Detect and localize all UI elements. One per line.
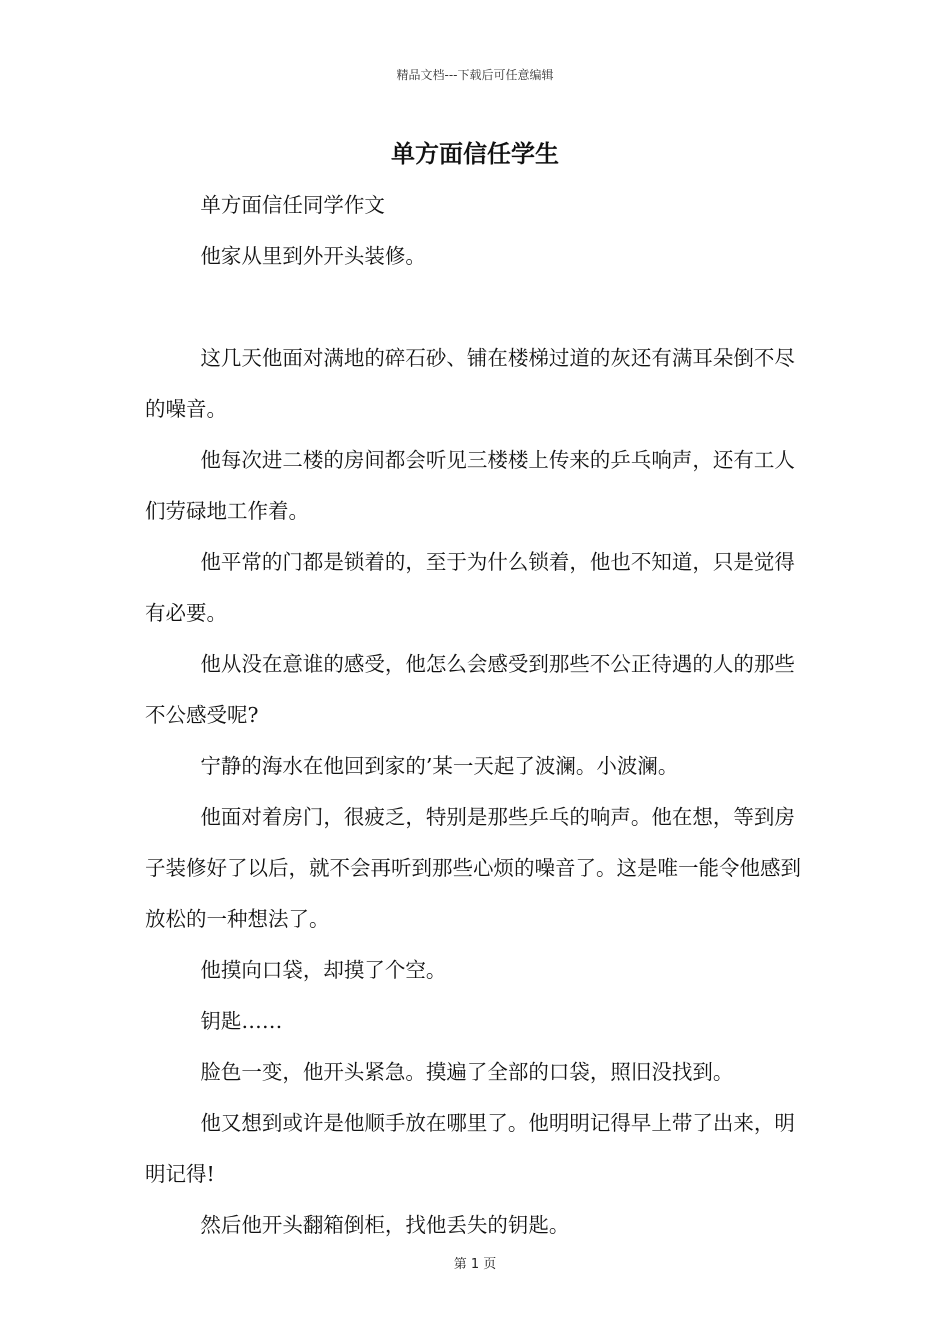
document-title: 单方面信任学生 xyxy=(391,140,559,168)
header-note: 精品文档---下载后可任意编辑 xyxy=(396,68,554,82)
document-body xyxy=(145,180,810,1251)
paragraph: 他家从里到外开头装修。 xyxy=(200,244,426,268)
paragraph: 单方面信任同学作文 xyxy=(200,193,385,217)
paragraph: 宁静的海水在他回到家的’某一天起了波澜。小波澜。 xyxy=(200,754,679,778)
paragraph: 钥匙…… xyxy=(200,1009,283,1033)
paragraph: 他平常的门都是锁着的，至于为什么锁着，他也不知道，只是觉得有必要。 xyxy=(145,550,795,625)
paragraph: 他摸向口袋，却摸了个空。 xyxy=(200,958,447,982)
paragraph: 他每次进二楼的房间都会听见三楼楼上传来的乒乓响声，还有工人们劳碌地工作着。 xyxy=(145,448,795,523)
paragraph: 他从没在意谁的感受，他怎么会感受到那些不公正待遇的人的那些不公感受呢? xyxy=(145,652,795,727)
paragraph: 脸色一变，他开头紧急。摸遍了全部的口袋，照旧没找到。 xyxy=(200,1060,734,1084)
paragraph: 这几天他面对满地的碎石砂、铺在楼梯过道的灰还有满耳朵倒不尽的噪音。 xyxy=(145,346,795,421)
paragraph: 然后他开头翻箱倒柜，找他丢失的钥匙。 xyxy=(200,1213,570,1237)
paragraph: 他又想到或许是他顺手放在哪里了。他明明记得早上带了出来，明明记得! xyxy=(145,1111,795,1186)
page-number: 第 1 页 xyxy=(453,1257,497,1272)
paragraph: 他面对着房门，很疲乏，特别是那些乒乓的响声。他在想，等到房子装修好了以后，就不会再听到那些心烦的噪音了。这是唯一能令他感到放松的一种想法了。 xyxy=(145,805,801,931)
